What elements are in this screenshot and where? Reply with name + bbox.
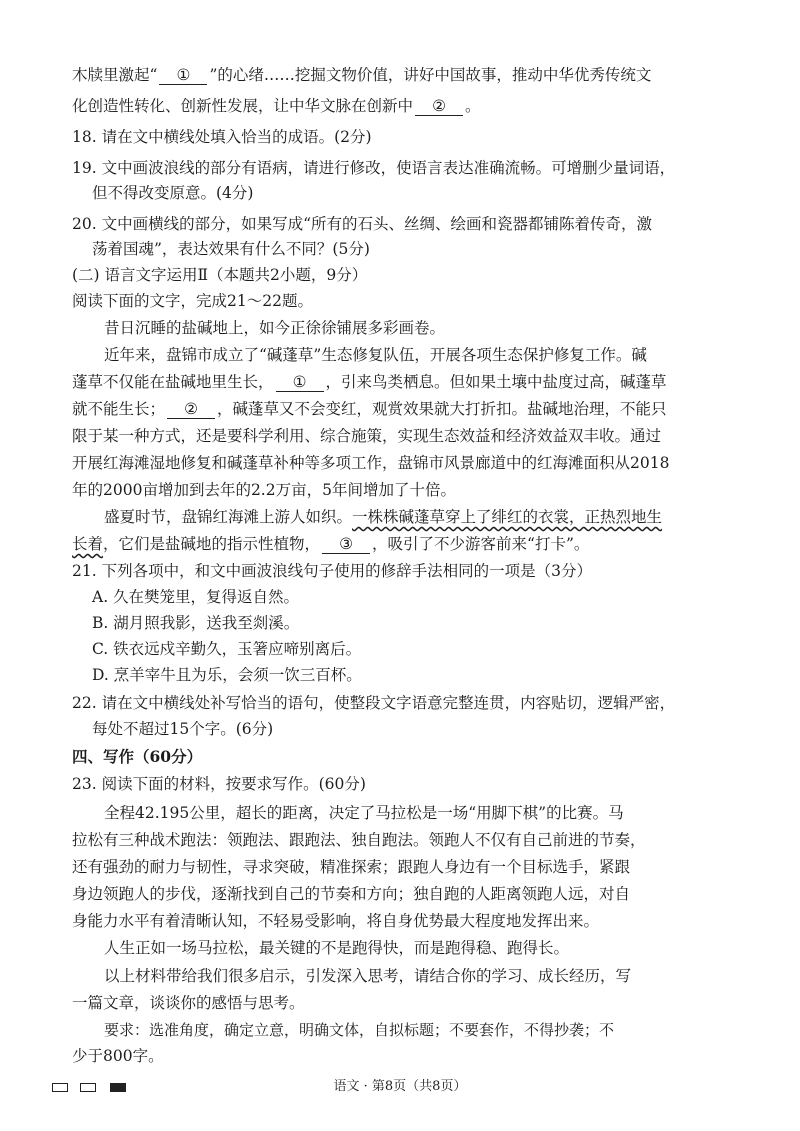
task-line: 少于800字。 <box>72 1047 164 1065</box>
passage-line: 盛夏时节，盘锦红海滩上游人如织。一株株碱蓬草穿上了绯红的衣裳，正热烈地生 <box>104 508 663 526</box>
question-20: 20. 文中画横线的部分，如果写成“所有的石头、丝绸、绘画和瓷器都铺陈着传奇，激 <box>72 215 653 233</box>
wavy-underlined-sentence: 一株株碱蓬草穿上了绯红的衣裳，正热烈地生 <box>352 508 663 526</box>
question-18: 18. 请在文中横线处填入恰当的成语。(2分) <box>72 128 372 146</box>
passage-line: 就不能生长； ② ，碱蓬草又不会变红，观赏效果就大打折扣。盐碱地治理，不能只 <box>72 400 667 418</box>
footer-marker-empty <box>80 1083 96 1092</box>
passage-line: 年的2000亩增加到去年的2.2万亩，5年间增加了十倍。 <box>72 481 456 499</box>
passage-line: 木牍里激起“ ① ”的心绪……挖掘文物价值，讲好中国故事，推动中华优秀传统文 <box>72 66 652 84</box>
material-line: 还有强劲的耐力与韧性，寻求突破，精准探索；跟跑人身边有一个目标选手，紧跟 <box>72 858 631 876</box>
blank-2: ② <box>415 97 463 116</box>
question-19-cont: 但不得改变原意。(4分) <box>92 184 254 202</box>
question-22-cont: 每处不超过15个字。(6分) <box>92 720 274 738</box>
page-footer: 语文 · 第8页（共8页） <box>333 1079 467 1094</box>
passage-line: 开展红海滩湿地修复和碱蓬草补种等多项工作，盘锦市风景廊道中的红海滩面积从2018 <box>72 454 670 472</box>
footer-marker-empty <box>52 1083 68 1092</box>
material-line: 拉松有三种战术跑法：领跑法、跟跑法、独自跑法。领跑人不仅有自己前进的节奏， <box>72 831 646 849</box>
material-line: 全程42.195公里，超长的距离，决定了马拉松是一场“用脚下棋”的比赛。马 <box>104 804 624 822</box>
task-line: 一篇文章，谈谈你的感悟与思考。 <box>72 994 305 1012</box>
passage-line: 长着，它们是盐碱地的指示性植物， ③ ，吸引了不少游客前来“打卡”。 <box>72 535 590 553</box>
option-d: D. 烹羊宰牛且为乐，会须一饮三百杯。 <box>92 666 362 684</box>
blank-2: ② <box>167 400 215 419</box>
question-23: 23. 阅读下面的材料，按要求写作。(60分) <box>72 775 366 793</box>
question-21: 21. 下列各项中，和文中画波浪线句子使用的修辞手法相同的一项是（3分） <box>72 562 592 580</box>
material-line: 身边领跑人的步伐，逐渐找到自己的节奏和方向；独自跑的人距离领跑人远，对自 <box>72 885 631 903</box>
question-20-cont: 荡着国魂”，表达效果有什么不同？(5分) <box>92 240 370 258</box>
question-22: 22. 请在文中横线处补写恰当的语句，使整段文字语意完整连贯，内容贴切，逻辑严密， <box>72 694 676 712</box>
option-b: B. 湖月照我影，送我至剡溪。 <box>92 614 300 632</box>
question-19: 19. 文中画波浪线的部分有语病，请进行修改，使语言表达准确流畅。可增删少量词语， <box>72 159 676 177</box>
task-line: 以上材料带给我们很多启示，引发深入思考，请结合你的学习、成长经历，写 <box>104 967 632 985</box>
material-line: 人生正如一场马拉松，最关键的不是跑得快，而是跑得稳、跑得长。 <box>104 939 570 957</box>
reading-instruction: 阅读下面的文字，完成21～22题。 <box>72 292 313 310</box>
blank-3: ③ <box>322 535 370 554</box>
option-a: A. 久在樊笼里，复得返自然。 <box>92 588 300 606</box>
passage-line: 化创造性转化、创新性发展，让中华文脉在创新中 ② 。 <box>72 97 481 115</box>
passage-line: 昔日沉睡的盐碱地上，如今正徐徐铺展多彩画卷。 <box>104 319 446 337</box>
section-2-heading: (二) 语言文字运用Ⅱ（本题共2小题，9分） <box>72 266 368 284</box>
footer-marker-filled <box>110 1083 126 1092</box>
blank-1: ① <box>276 373 324 392</box>
option-c: C. 铁衣远戍辛勤久，玉箸应啼别离后。 <box>92 640 362 658</box>
passage-line: 蓬草不仅能在盐碱地里生长， ① ，引来鸟类栖息。但如果土壤中盐度过高，碱蓬草 <box>72 373 667 391</box>
passage-line: 限于某一种方式，还是要科学利用、综合施策，实现生态效益和经济效益双丰收。通过 <box>72 427 662 445</box>
section-4-heading: 四、写作（60分） <box>72 747 203 766</box>
task-line: 要求：选准角度，确定立意，明确文体，自拟标题；不要套作，不得抄袭；不 <box>104 1021 615 1039</box>
blank-1: ① <box>159 66 207 85</box>
material-line: 身能力水平有着清晰认知，不轻易受影响，将自身优势最大程度地发挥出来。 <box>72 912 600 930</box>
wavy-underlined-sentence: 长着 <box>72 535 104 553</box>
passage-line: 近年来，盘锦市成立了“碱蓬草”生态修复队伍，开展各项生态保护修复工作。碱 <box>104 346 647 364</box>
